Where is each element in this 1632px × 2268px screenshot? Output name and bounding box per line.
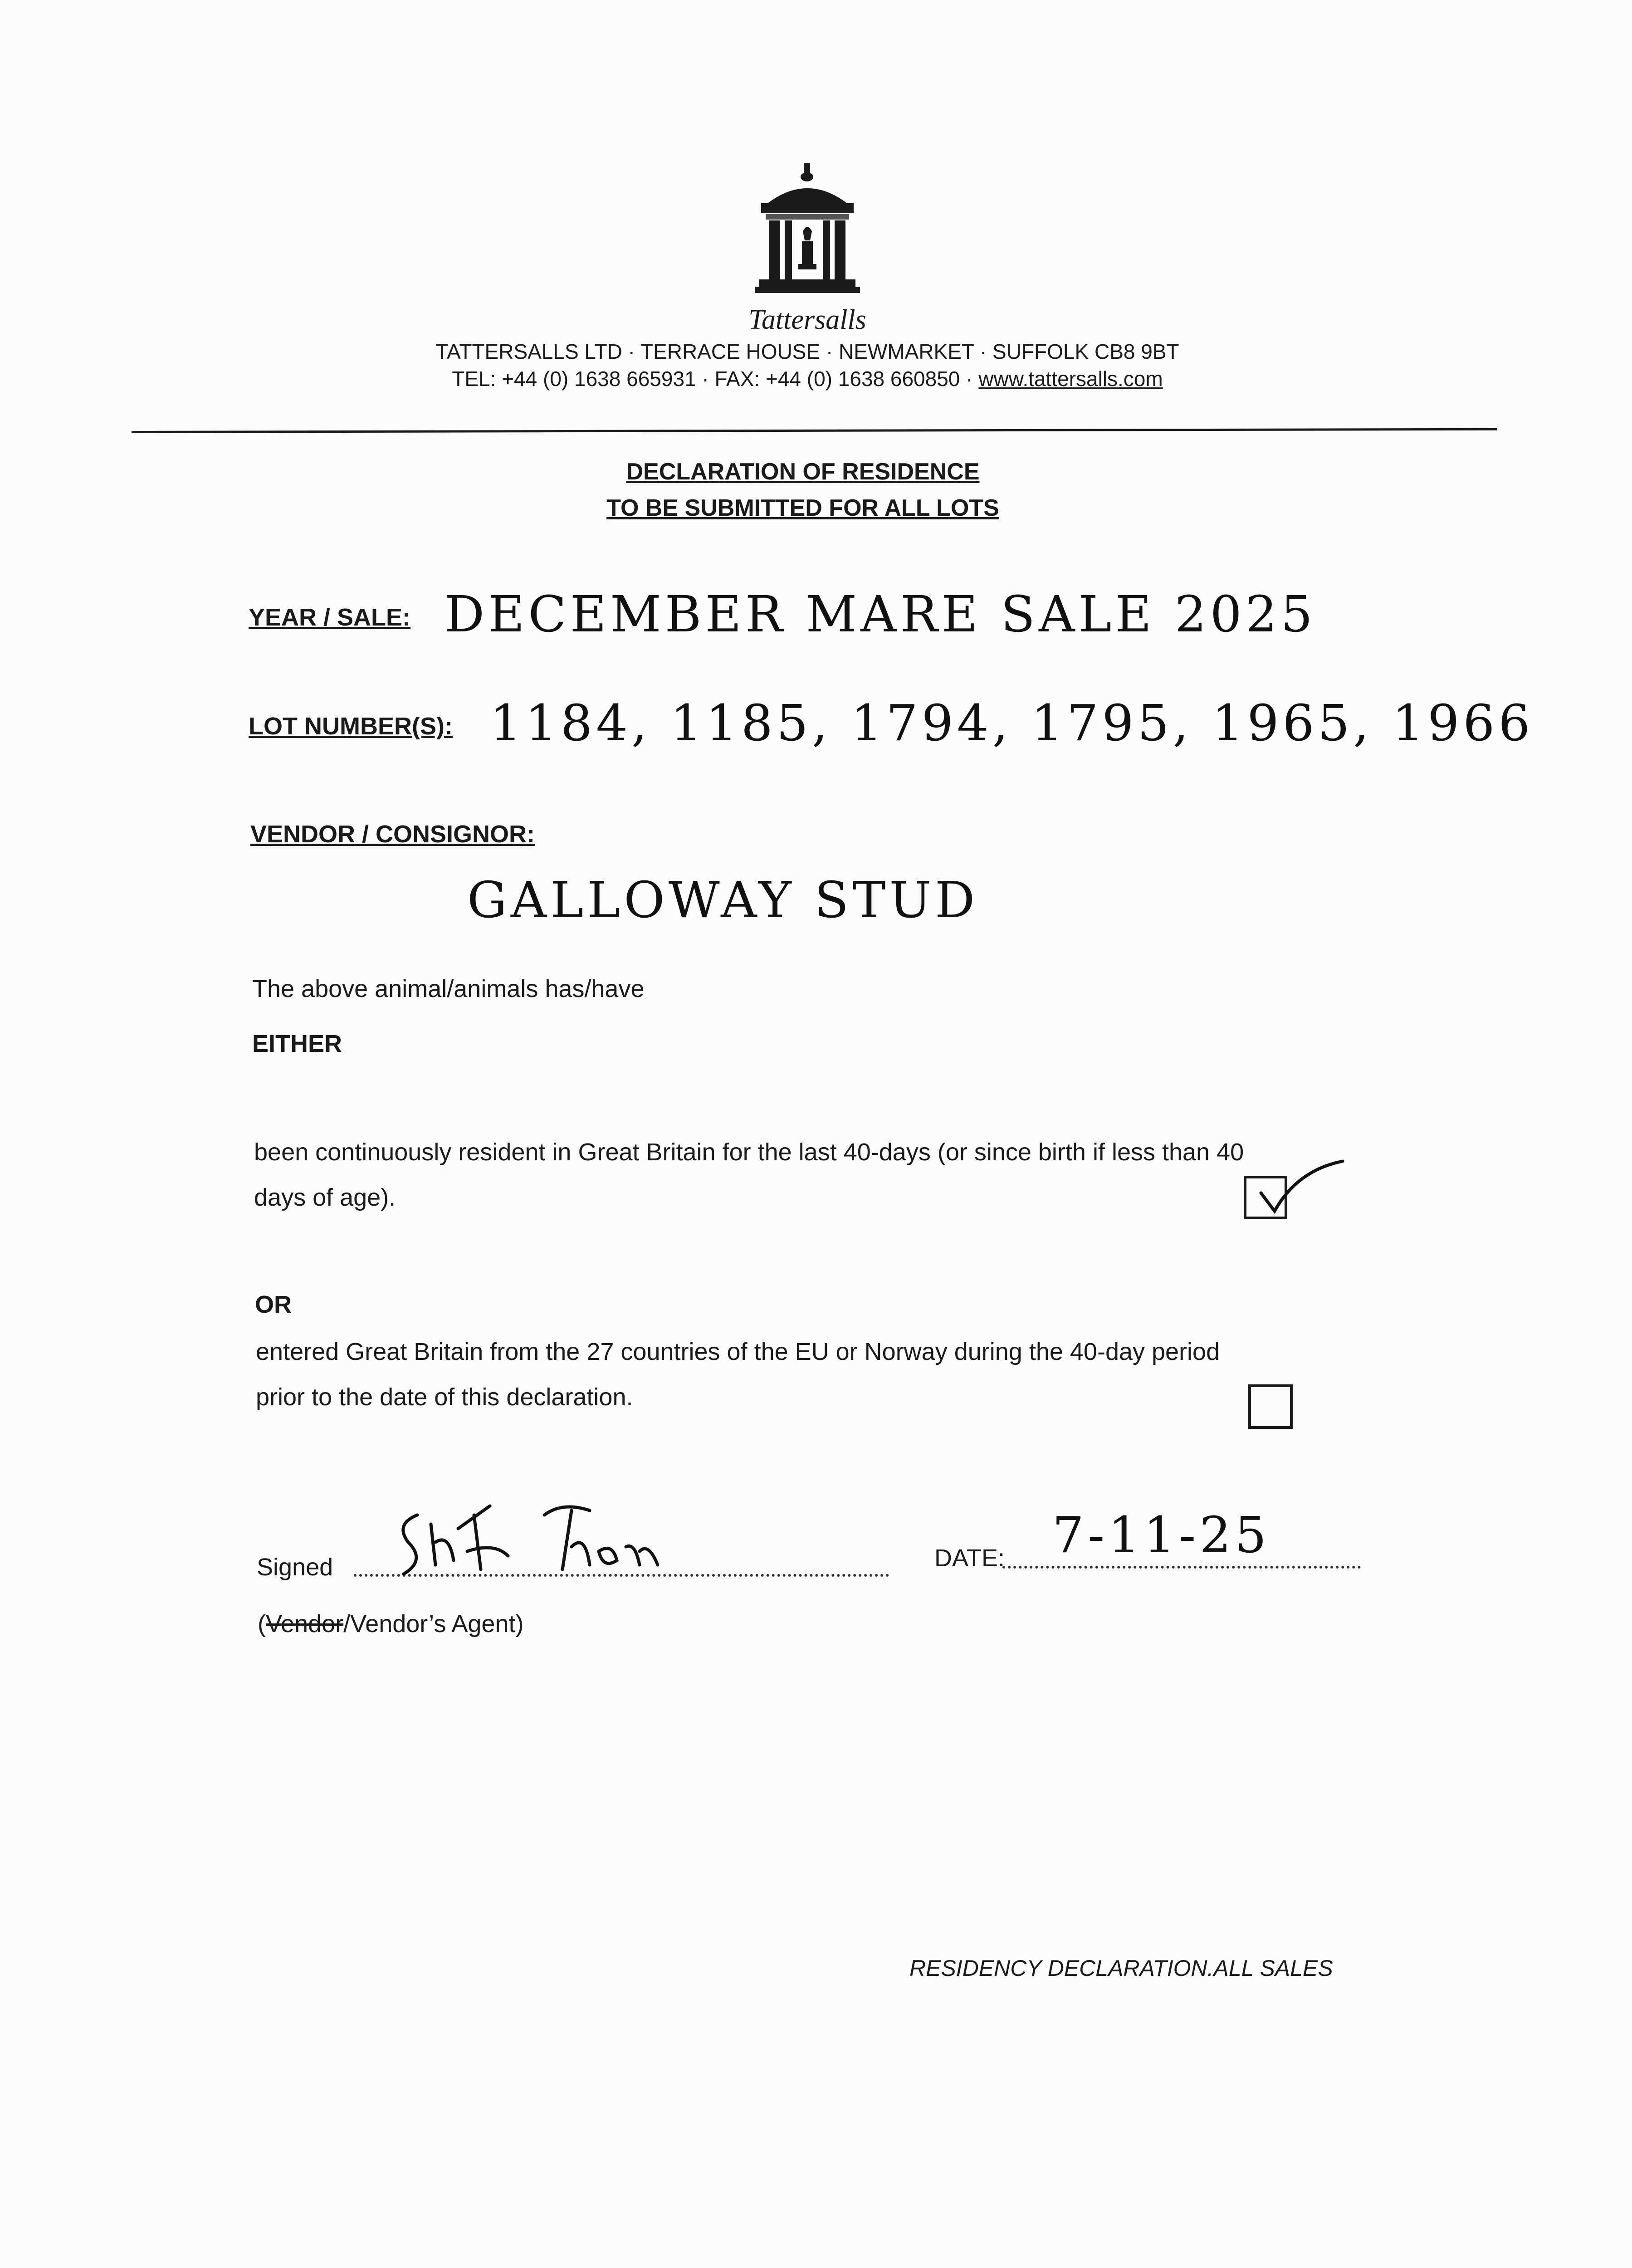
checkmark-icon [1256,1152,1347,1225]
option-1-line-2: days of age). [254,1184,396,1211]
date-line [1002,1566,1361,1569]
company-address [390,338,1225,392]
signed-label: Signed [257,1554,333,1581]
brand-name: Tattersalls [748,304,866,335]
form-title-line-1: DECLARATION OF RESIDENCE [626,459,980,485]
role-struck-vendor: Vendor [265,1610,344,1637]
form-title-line-2: TO BE SUBMITTED FOR ALL LOTS [606,495,999,521]
form-title [454,454,1152,526]
lot-numbers-value[interactable]: 1184, 1185, 1794, 1795, 1965, 1966 [490,694,1534,752]
footer-note: RESIDENCY DECLARATION.ALL SALES [909,1955,1333,1981]
date-value[interactable]: 7-11-25 [1052,1506,1270,1564]
option-1-text [254,1129,1379,1220]
either-label: EITHER [252,1030,342,1057]
option-2-line-2: prior to the date of this declaration. [256,1383,633,1411]
website-link[interactable]: www.tattersalls.com [978,367,1163,391]
tattersalls-logo-icon [753,163,862,295]
signature-drawing [390,1497,680,1588]
option-2-checkbox[interactable] [1248,1384,1293,1429]
contact-line [390,365,1225,392]
phone-fax: TEL: +44 (0) 1638 665931 · FAX: +44 (0) 1638 660850 · [452,367,979,391]
option-2-text [256,1329,1381,1420]
address-line: TATTERSALLS LTD · TERRACE HOUSE · NEWMARKET · SUFFOLK CB8 9BT [435,340,1179,363]
date-label: DATE: [934,1545,1005,1572]
signatory-role [258,1601,523,1647]
lot-numbers-label: LOT NUMBER(S): [249,713,453,740]
option-2-line-1: entered Great Britain from the 27 countries of the EU or Norway during the 40-day period [256,1338,1220,1365]
year-sale-label: YEAR / SALE: [249,604,411,631]
option-1-line-1: been continuously resident in Great Britain for the last 40-days (or since birth if less than 40 [254,1139,1244,1166]
statement-intro: The above animal/animals has/have [252,975,645,1002]
role-vendors-agent: /Vendor’s Agent) [343,1610,524,1637]
vendor-label: VENDOR / CONSIGNOR: [250,821,535,848]
or-label: OR [255,1291,292,1318]
vendor-value[interactable]: GALLOWAY STUD [467,871,979,929]
role-open-paren: ( [258,1610,266,1637]
year-sale-value[interactable]: DECEMBER MARE SALE 2025 [445,585,1316,643]
